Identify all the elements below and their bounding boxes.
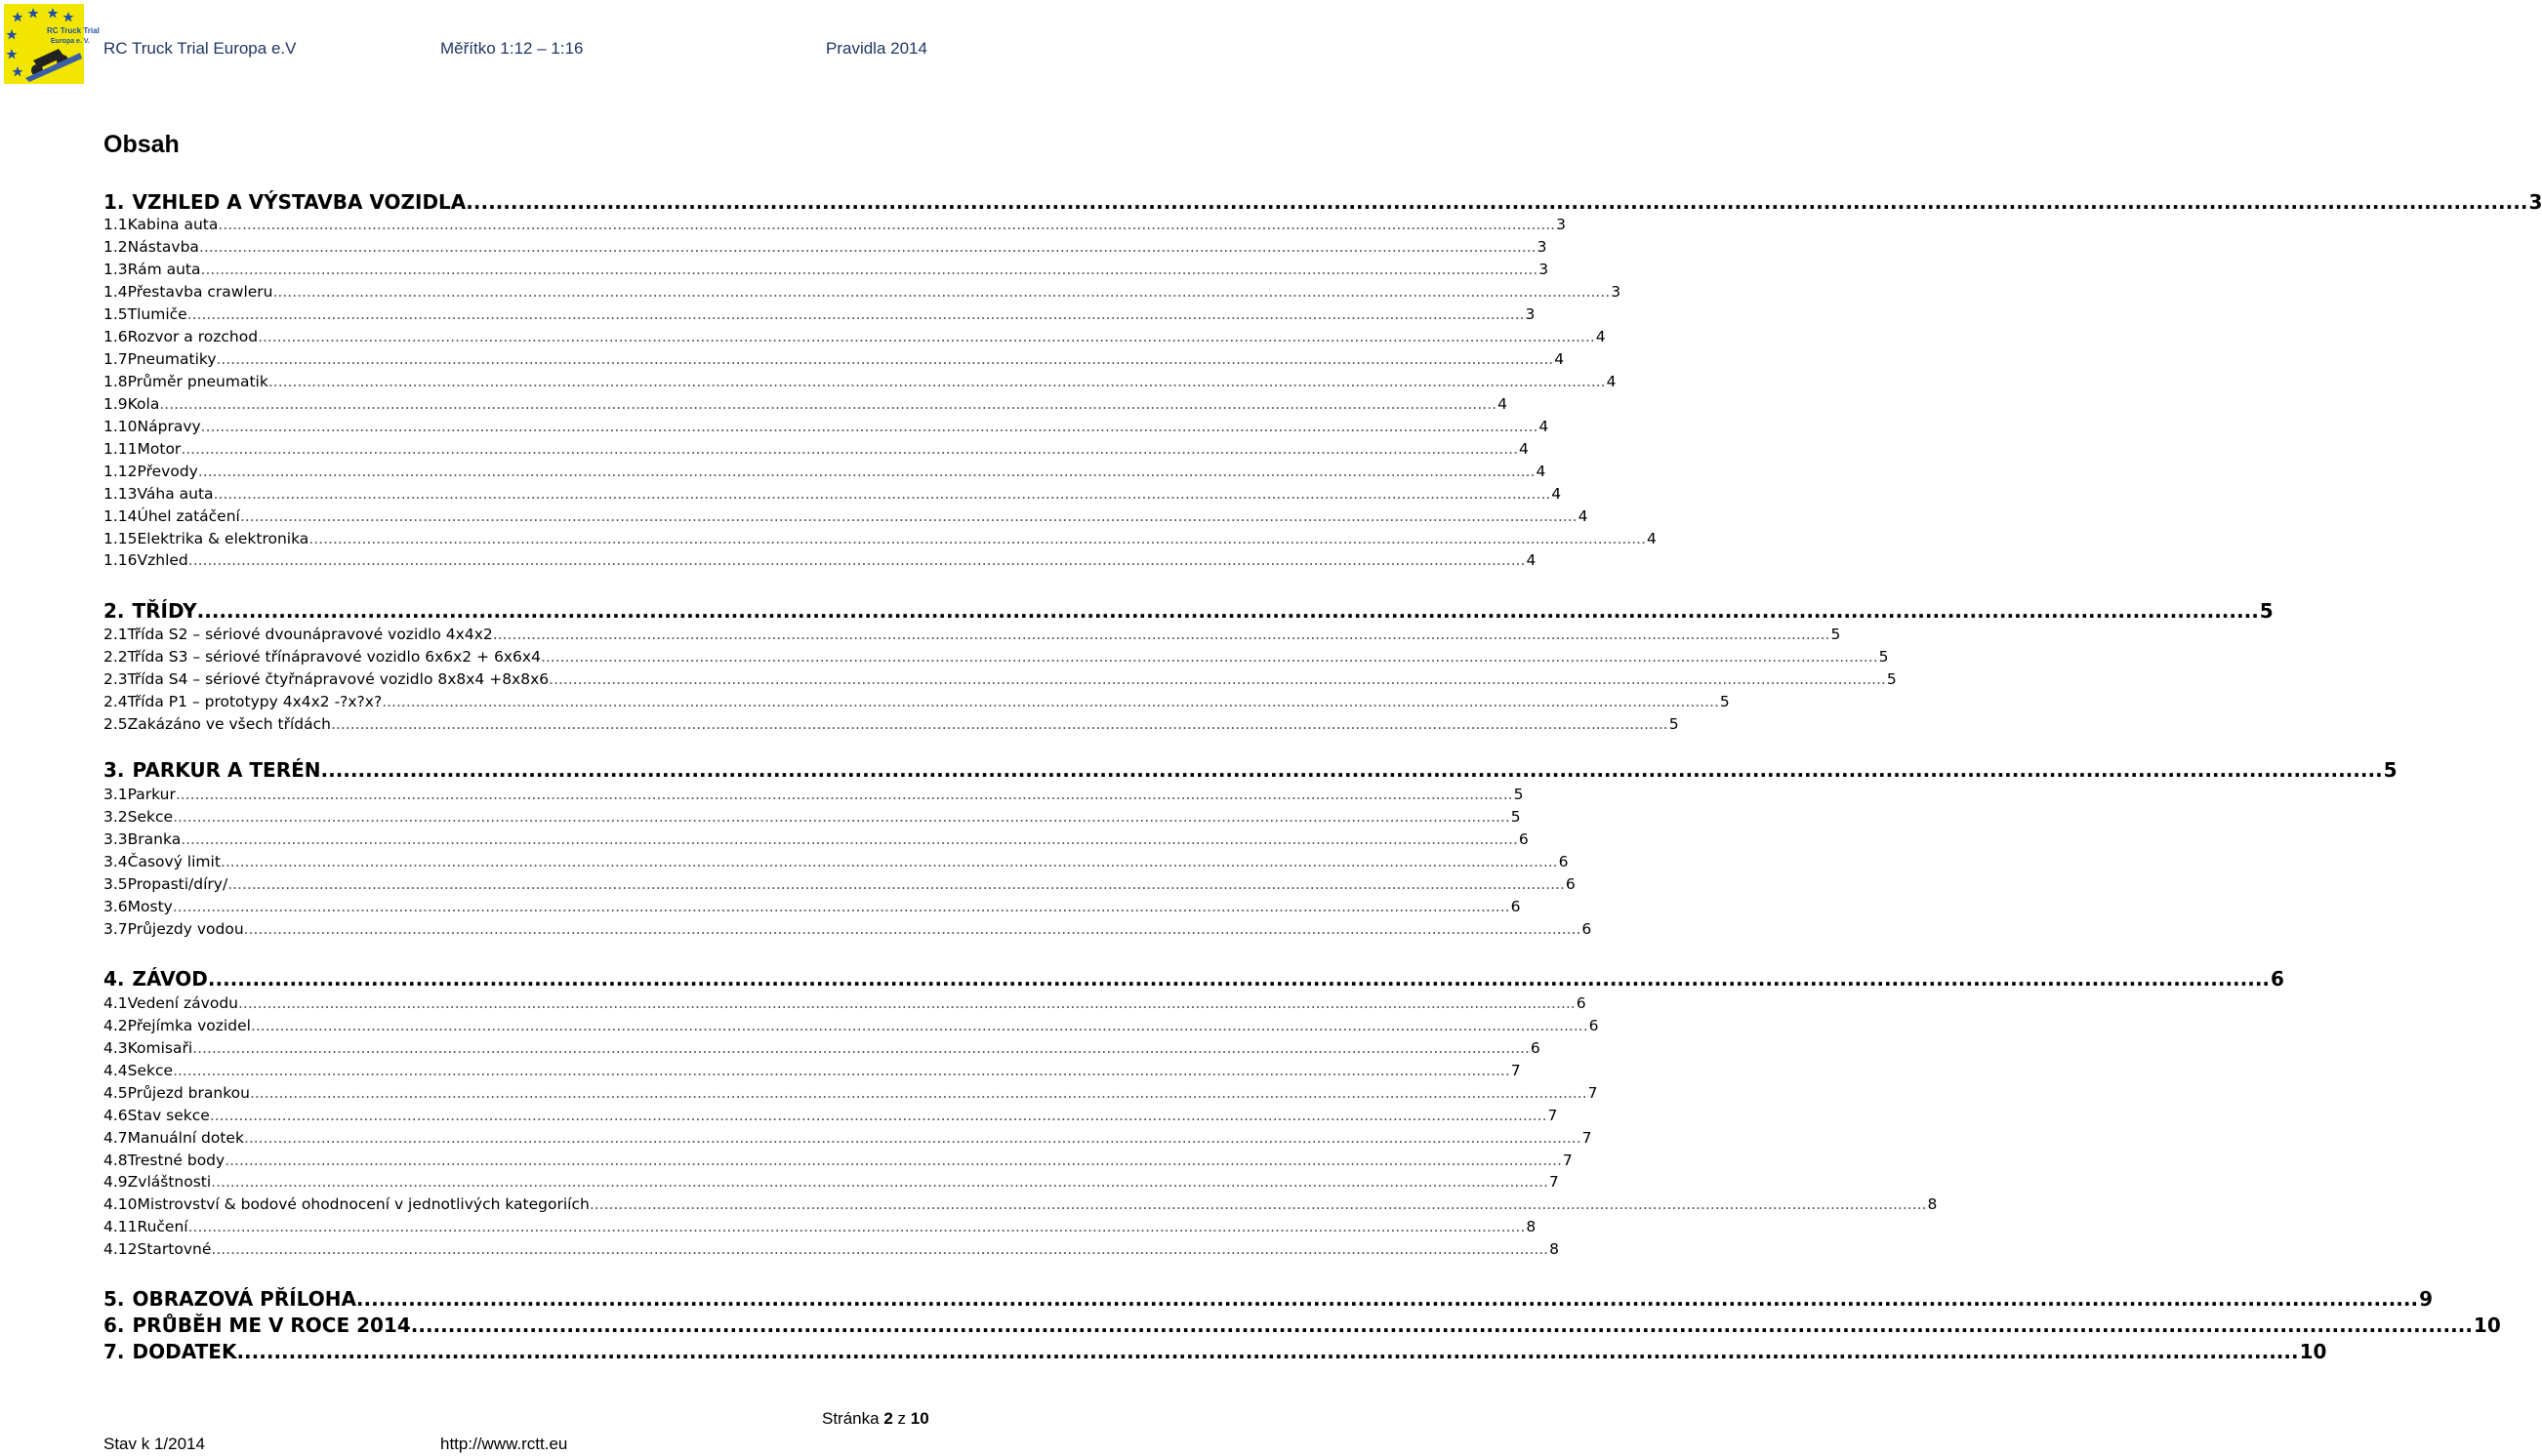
toc-title-text: Manuální dotek <box>127 1129 244 1147</box>
toc-leader <box>541 647 1878 667</box>
toc-title-text: Nástavba <box>127 238 199 256</box>
toc-title-text: Třída P1 – prototypy 4x4x2 -?x?x? <box>127 693 383 710</box>
toc-leader <box>201 417 1538 436</box>
toc-title-text: Vzhled <box>137 551 188 569</box>
toc-title-text: PARKUR A TERÉN <box>132 758 321 782</box>
toc-entry[interactable] <box>103 506 1588 526</box>
toc-leader <box>173 897 1510 916</box>
toc-title-text: Komisaři <box>127 1039 193 1057</box>
toc-leader <box>227 874 1565 894</box>
toc-leader <box>173 807 1510 827</box>
toc-title-text: Mosty <box>127 898 173 915</box>
toc-page-number: 8 <box>1526 1218 1537 1235</box>
toc-title-text: Úhel zatáčení <box>137 507 240 525</box>
toc-page-number: 6 <box>1565 875 1576 893</box>
toc-number: 2.2 <box>103 648 128 666</box>
page-total: 10 <box>910 1409 929 1428</box>
toc-leader <box>214 484 1551 504</box>
toc-leader <box>211 1239 1548 1259</box>
toc-number: 1.5 <box>103 305 128 323</box>
footer-url[interactable]: http://www.rctt.eu <box>440 1435 568 1453</box>
toc-page-number: 7 <box>1548 1173 1559 1191</box>
toc-title: Obsah <box>103 131 180 158</box>
toc-leader <box>244 919 1581 939</box>
toc-number: 1.2 <box>103 238 128 256</box>
toc-page-number: 9 <box>2419 1287 2433 1311</box>
toc-page-number: 3 <box>1525 305 1536 323</box>
toc-entry[interactable] <box>103 215 1566 234</box>
toc-entry[interactable] <box>103 1106 1558 1125</box>
toc-page-number: 5 <box>1830 626 1841 643</box>
toc-page-number: 5 <box>1510 808 1521 826</box>
toc-entry[interactable] <box>103 237 1547 257</box>
toc-title-text: Startovné <box>137 1240 212 1258</box>
toc-entry[interactable] <box>103 529 1657 548</box>
toc-leader <box>192 1038 1530 1058</box>
toc-page-number: 5 <box>1513 786 1524 803</box>
toc-title-text: Zvláštnosti <box>127 1173 212 1191</box>
toc-leader <box>181 439 1518 459</box>
toc-leader <box>240 506 1578 526</box>
toc-title-text: Sekce <box>127 808 174 826</box>
toc-number: 4.6 <box>103 1107 128 1124</box>
toc-page-number: 4 <box>1554 350 1565 368</box>
toc-page-number: 7 <box>1562 1152 1573 1169</box>
toc-title-text: Propasti/díry/ <box>127 875 228 893</box>
page-indicator <box>822 1409 929 1429</box>
toc-number: 1.4 <box>103 283 128 301</box>
toc-leader <box>197 598 2259 624</box>
toc-leader <box>466 189 2527 215</box>
toc-leader <box>188 550 1526 570</box>
toc-title-text: Rám auta <box>127 261 201 278</box>
toc-entry[interactable] <box>103 462 1546 481</box>
toc-entry[interactable] <box>103 1217 1537 1236</box>
toc-page-number: 3 <box>1611 283 1621 301</box>
toc-leader <box>217 349 1554 369</box>
toc-title-text: Třída S4 – sériové čtyřnápravové vozidlo 8x8x4 +8x8x6 <box>127 670 550 688</box>
toc-number: 2. <box>103 599 125 623</box>
toc-number: 4.7 <box>103 1129 128 1147</box>
toc-section[interactable] <box>103 966 2284 991</box>
toc-page-number: 7 <box>1547 1107 1558 1124</box>
toc-title-text: Kola <box>127 395 160 413</box>
toc-title-text: OBRAZOVÁ PŘÍLOHA <box>132 1287 356 1311</box>
toc-title-text: Mistrovství & bodové ohodnocení v jednotlivých kategoriích <box>137 1195 590 1213</box>
toc-number: 1.16 <box>103 551 138 569</box>
toc-title-text: Průměr pneumatik <box>127 373 268 390</box>
toc-page-number: 5 <box>1886 670 1897 688</box>
toc-entry[interactable] <box>103 282 1621 302</box>
toc-number: 5. <box>103 1287 125 1311</box>
toc-entry[interactable] <box>103 1016 1599 1035</box>
toc-entry[interactable] <box>103 372 1617 391</box>
toc-title-text: PRŮBĚH ME V ROCE 2014 <box>132 1314 411 1337</box>
toc-page-number: 5 <box>2259 599 2274 623</box>
toc-entry[interactable] <box>103 852 1569 871</box>
toc-page-number: 5 <box>1719 693 1730 710</box>
toc-leader <box>321 757 2383 783</box>
toc-section[interactable] <box>103 1339 2327 1364</box>
toc-number: 3. <box>103 758 125 782</box>
page-of: z <box>897 1409 907 1428</box>
toc-section[interactable] <box>103 1286 2433 1312</box>
toc-page-number: 4 <box>1538 418 1549 435</box>
toc-title-text: Přestavba crawleru <box>127 283 273 301</box>
toc-entry[interactable] <box>103 1083 1598 1103</box>
toc-number: 7. <box>103 1340 125 1363</box>
toc-page-number: 7 <box>1581 1129 1592 1147</box>
toc-page-number: 6 <box>2271 967 2284 991</box>
toc-number: 1.11 <box>103 440 138 458</box>
toc-page-number: 4 <box>1606 373 1617 390</box>
page-current: 2 <box>883 1409 893 1428</box>
toc-page-number: 5 <box>1878 648 1889 666</box>
toc-number: 4.5 <box>103 1084 128 1102</box>
toc-page-number: 7 <box>1587 1084 1598 1102</box>
toc-leader <box>198 462 1536 481</box>
toc-title-text: DODATEK <box>132 1340 237 1363</box>
toc-section[interactable] <box>103 598 2274 624</box>
toc-number: 2.4 <box>103 693 128 710</box>
toc-number: 4.1 <box>103 994 128 1012</box>
toc-page-number: 4 <box>1519 440 1529 458</box>
toc-number: 6. <box>103 1314 125 1337</box>
toc-entry[interactable] <box>103 993 1586 1013</box>
toc-page-number: 8 <box>1549 1240 1559 1258</box>
toc-entry[interactable] <box>103 647 1889 667</box>
toc-title-text: Ručení <box>137 1218 188 1235</box>
toc-title-text: Vedení závodu <box>127 994 238 1012</box>
toc-leader <box>308 529 1646 548</box>
toc-leader <box>236 1339 2298 1364</box>
toc-leader <box>273 282 1611 302</box>
toc-number: 1.9 <box>103 395 128 413</box>
header-org: RC Truck Trial Europa e.V <box>103 39 297 58</box>
header-rules: Pravidla 2014 <box>826 39 927 58</box>
toc-number: 4.9 <box>103 1173 128 1191</box>
toc-leader <box>187 304 1525 324</box>
toc-number: 1.7 <box>103 350 128 368</box>
toc-entry[interactable] <box>103 714 1679 734</box>
toc-entry[interactable] <box>103 327 1606 346</box>
toc-entry[interactable] <box>103 1172 1559 1192</box>
toc-number: 1.6 <box>103 328 128 345</box>
toc-page-number: 3 <box>1538 261 1549 278</box>
toc-entry[interactable] <box>103 1239 1559 1259</box>
toc-entry[interactable] <box>103 1151 1573 1170</box>
toc-page-number: 6 <box>1530 1039 1540 1057</box>
toc-entry[interactable] <box>103 1061 1521 1080</box>
toc-section[interactable] <box>103 757 2398 783</box>
toc-leader <box>382 692 1719 711</box>
toc-entry[interactable] <box>103 260 1549 279</box>
toc-leader <box>356 1286 2418 1312</box>
toc-leader <box>411 1313 2473 1338</box>
toc-page-number: 3 <box>2528 190 2542 214</box>
toc-entry[interactable] <box>103 304 1536 324</box>
toc-number: 2.5 <box>103 715 128 733</box>
toc-title-text: Nápravy <box>137 418 201 435</box>
toc-page-number: 6 <box>1588 1017 1599 1034</box>
toc-title-text: Tlumiče <box>127 305 187 323</box>
toc-leader <box>331 714 1668 734</box>
toc-page-number: 6 <box>1558 853 1569 870</box>
toc-number: 1.1 <box>103 216 128 233</box>
toc-title-text: Stav sekce <box>127 1107 210 1124</box>
toc-leader <box>199 237 1537 257</box>
toc-page-number: 6 <box>1581 920 1592 938</box>
toc-leader <box>221 852 1558 871</box>
toc-entry[interactable] <box>103 439 1529 459</box>
toc-number: 4.3 <box>103 1039 128 1057</box>
toc-section[interactable] <box>103 1313 2501 1338</box>
toc-title-text: Časový limit <box>127 853 221 870</box>
toc-entry[interactable] <box>103 349 1565 369</box>
toc-page-number: 4 <box>1595 328 1606 345</box>
toc-leader <box>590 1194 1927 1214</box>
toc-page-number: 4 <box>1578 507 1588 525</box>
toc-number: 4.10 <box>103 1195 138 1213</box>
toc-number: 1.15 <box>103 530 138 547</box>
toc-leader <box>210 1106 1547 1125</box>
toc-entry[interactable] <box>103 897 1521 916</box>
toc-title-text: Sekce <box>127 1062 174 1079</box>
toc-page-number: 4 <box>1497 395 1507 413</box>
toc-leader <box>218 215 1555 234</box>
toc-leader <box>493 625 1830 644</box>
toc-entry[interactable] <box>103 669 1897 689</box>
toc-leader <box>244 1128 1581 1148</box>
toc-number: 3.7 <box>103 920 128 938</box>
toc-title-text: Třída S3 – sériové třínápravové vozidlo 6x6x2 + 6x6x4 <box>127 648 541 666</box>
toc-page-number: 5 <box>2383 758 2398 782</box>
toc-number: 3.4 <box>103 853 128 870</box>
toc-entry[interactable] <box>103 394 1507 414</box>
toc-page-number: 8 <box>1927 1195 1938 1213</box>
toc-page-number: 6 <box>1576 994 1586 1012</box>
toc-number: 4.2 <box>103 1017 128 1034</box>
toc-page-number: 6 <box>1510 898 1521 915</box>
toc-leader <box>201 260 1538 279</box>
toc-leader <box>181 829 1518 849</box>
toc-leader <box>208 966 2270 991</box>
toc-entry[interactable] <box>103 874 1576 894</box>
toc-number: 4.11 <box>103 1218 138 1235</box>
toc-page-number: 4 <box>1526 551 1537 569</box>
toc-number: 3.2 <box>103 808 128 826</box>
page-label: Stránka <box>822 1409 880 1428</box>
toc-page-number: 10 <box>2473 1314 2501 1337</box>
toc-entry[interactable] <box>103 625 1841 644</box>
toc-title-text: Zakázáno ve všech třídách <box>127 715 331 733</box>
toc-entry[interactable] <box>103 1128 1592 1148</box>
footer-status: Stav k 1/2014 <box>103 1435 205 1453</box>
toc-page-number: 4 <box>1551 485 1562 503</box>
org-logo <box>4 4 100 84</box>
toc-title-text: Třída S2 – sériové dvounápravové vozidlo 4x4x2 <box>127 626 493 643</box>
toc-title-text: Motor <box>137 440 182 458</box>
toc-number: 3.5 <box>103 875 128 893</box>
toc-entry[interactable] <box>103 919 1592 939</box>
toc-number: 3.1 <box>103 786 128 803</box>
toc-title-text: Váha auta <box>137 485 214 503</box>
toc-title-text: Průjezd brankou <box>127 1084 250 1102</box>
toc-number: 4.8 <box>103 1152 128 1169</box>
toc-leader <box>250 1083 1587 1103</box>
toc-entry[interactable] <box>103 829 1529 849</box>
toc-entry[interactable] <box>103 785 1524 804</box>
svg-text:RC Truck Trial: RC Truck Trial <box>47 26 100 35</box>
toc-entry[interactable] <box>103 1194 1938 1214</box>
toc-number: 4.4 <box>103 1062 128 1079</box>
toc-number: 2.3 <box>103 670 128 688</box>
toc-title-text: Průjezdy vodou <box>127 920 244 938</box>
toc-entry[interactable] <box>103 692 1730 711</box>
toc-number: 1.8 <box>103 373 128 390</box>
toc-entry[interactable] <box>103 417 1549 436</box>
toc-leader <box>176 785 1513 804</box>
toc-title-text: Parkur <box>127 786 176 803</box>
toc-entry[interactable] <box>103 484 1562 504</box>
toc-title-text: VZHLED A VÝSTAVBA VOZIDLA <box>132 190 467 214</box>
toc-title-text: Branka <box>127 830 182 848</box>
toc-page-number: 4 <box>1536 463 1546 480</box>
toc-number: 1.14 <box>103 507 138 525</box>
toc-page-number: 10 <box>2299 1340 2327 1363</box>
toc-number: 1.10 <box>103 418 138 435</box>
toc-page-number: 5 <box>1668 715 1679 733</box>
toc-page-number: 6 <box>1518 830 1529 848</box>
toc-number: 4. <box>103 967 125 991</box>
toc-section[interactable] <box>103 189 2542 215</box>
header-scale: Měřítko 1:12 – 1:16 <box>440 39 584 58</box>
toc-number: 1. <box>103 190 125 214</box>
toc-page-number: 4 <box>1647 530 1657 547</box>
toc-number: 3.6 <box>103 898 128 915</box>
toc-leader <box>211 1172 1548 1192</box>
toc-leader <box>549 669 1886 689</box>
toc-page-number: 3 <box>1537 238 1547 256</box>
toc-leader <box>268 372 1606 391</box>
toc-number: 4.12 <box>103 1240 138 1258</box>
toc-leader <box>188 1217 1526 1236</box>
toc-entry[interactable] <box>103 1038 1540 1058</box>
toc-page-number: 3 <box>1556 216 1566 233</box>
toc-number: 2.1 <box>103 626 128 643</box>
toc-leader <box>251 1016 1588 1035</box>
toc-leader <box>173 1061 1510 1080</box>
toc-leader <box>159 394 1496 414</box>
toc-number: 1.12 <box>103 463 138 480</box>
toc-leader <box>238 993 1576 1013</box>
toc-leader <box>258 327 1595 346</box>
toc-entry[interactable] <box>103 807 1521 827</box>
toc-title-text: Přejímka vozidel <box>127 1017 251 1034</box>
toc-title-text: Kabina auta <box>127 216 219 233</box>
toc-entry[interactable] <box>103 550 1537 570</box>
svg-text:Europa e. V.: Europa e. V. <box>51 38 90 45</box>
toc-number: 3.3 <box>103 830 128 848</box>
toc-title-text: ZÁVOD <box>132 967 208 991</box>
toc-title-text: Převody <box>137 463 198 480</box>
toc-number: 1.13 <box>103 485 138 503</box>
toc-page-number: 7 <box>1510 1062 1521 1079</box>
toc-title-text: Rozvor a rozchod <box>127 328 259 345</box>
toc-title-text: Elektrika & elektronika <box>137 530 309 547</box>
toc-number: 1.3 <box>103 261 128 278</box>
toc-title-text: Trestné body <box>127 1152 226 1169</box>
toc-title-text: TŘÍDY <box>132 599 197 623</box>
toc-leader <box>225 1151 1562 1170</box>
toc-title-text: Pneumatiky <box>127 350 217 368</box>
